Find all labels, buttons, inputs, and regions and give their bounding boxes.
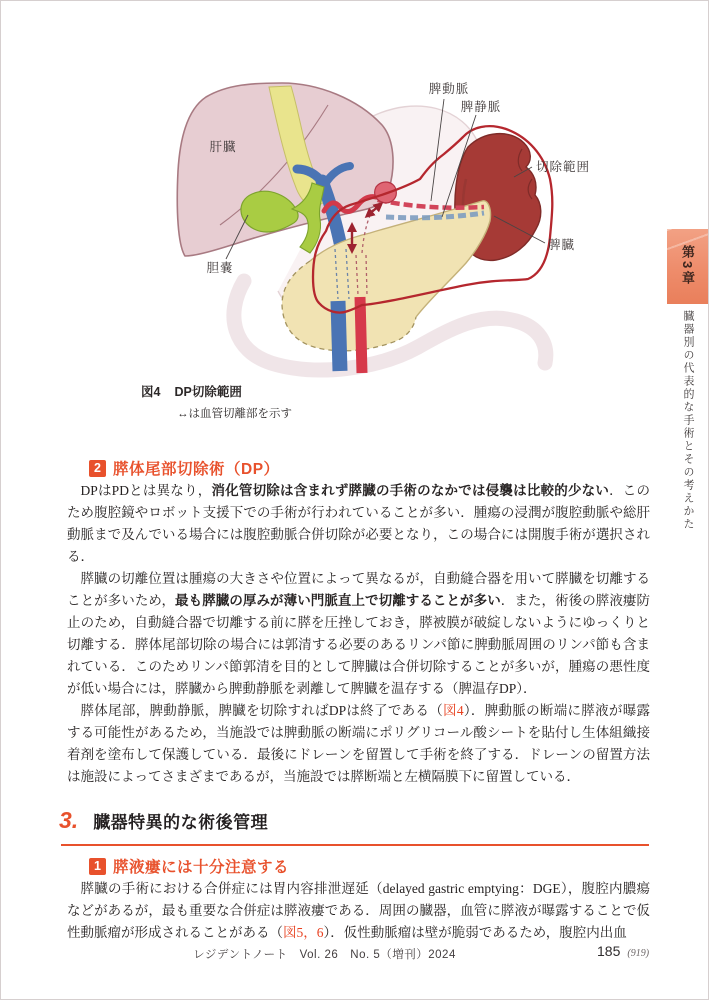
subsection1-title: 膵液瘻には十分注意する — [113, 859, 290, 876]
label-resection-range: 切除範囲 — [536, 160, 591, 174]
paragraph: DPはPDとは異なり，消化管切除は含まれず膵臓の手術のなかでは侵襲は比較的少ない．このため腹腔鏡やロボット支援下での手術が行われていることが多い．腫瘍の浸潤が腹腔動脈や総肝動脈まで及んでいる場合には腹腔動脈合併切除が必要となり，この場合には開腹手術が選択される． — [67, 483, 651, 564]
label-splenic-artery: 脾動脈 — [428, 82, 470, 96]
paragraph: 膵臓の手術における合併症には胃内容排泄遅延（delayed gastric emptying：DGE），腹腔内膿瘍などがあるが，最も重要な合併症は膵液瘻である．周囲の臓器，血管に膵液が曝露することで仮性動脈瘤が形成されることがある（図5，6）．仮性動脈瘤は壁が脆弱であるため，腹腔内出血 — [67, 881, 650, 940]
section3-number: 3. — [59, 807, 79, 833]
chapter-tab — [667, 229, 708, 304]
label-gallbladder: 胆嚢 — [206, 261, 234, 275]
label-liver: 肝臓 — [209, 140, 237, 154]
footer-journal-info: レジデントノート Vol. 26 No. 5（増刊）2024 — [193, 949, 456, 961]
footer-page-number — [597, 943, 649, 959]
page-number: 185 — [597, 943, 621, 959]
label-splenic-vein: 脾静脈 — [460, 100, 502, 114]
section2-number-badge: 2 — [89, 460, 106, 477]
subsection1-number-badge: 1 — [89, 858, 106, 875]
label-spleen: 脾臓 — [548, 238, 576, 252]
section3-rule — [61, 844, 649, 846]
section2-heading — [89, 457, 280, 479]
figure-caption-title: DP切除範囲 — [174, 385, 242, 399]
artery-stump-knot — [375, 182, 397, 203]
section2-body — [67, 480, 650, 788]
section2-title: 膵体尾部切除術（DP） — [113, 461, 280, 478]
subsection1-heading — [89, 855, 289, 877]
figure-caption-note: ↔は血管切離部を示す — [177, 408, 292, 420]
page-number-cumulative: (919) — [627, 948, 650, 959]
chapter-title-vertical: 臓器別の代表的な手術とその考えかた — [682, 310, 694, 531]
figure-caption-label: 図4 — [141, 385, 161, 399]
paragraph: 膵臓の切離位置は腫瘍の大きさや位置によって異なるが，自動縫合器を用いて膵臓を切離することが多いため，最も膵臓の厚みが薄い門脈直上で切離することが多い．また，術後の膵液瘻防止のため，自動縫合器で切離する前に膵を圧挫しておき，膵被膜が破綻しないようにゆっくりと切離する．膵体尾部切除の場合には郭清する必要のあるリンパ節に脾動脈周囲のリンパ節も含まれている．このためリンパ節郭清を目的として脾臓は合併切除することが多いが，腫瘍の悪性度が低い場合には，膵臓から脾動静脈を剥離して脾臓を温存する（脾温存DP）． — [67, 571, 651, 696]
dp-resection-diagram — [86, 59, 646, 389]
chapter-tab-label: 第3章 — [680, 245, 695, 288]
subsection1-body — [67, 878, 650, 944]
figure-caption — [141, 382, 292, 421]
sma-artery — [360, 297, 362, 373]
paragraph: 膵体尾部，脾動静脈，脾臓を切除すればDPは終了である（図4）．脾動脈の断端に膵液が曝露する可能性があるため，当施設では脾動脈の断端にポリグリコール酸シートを貼付し生体組織接着剤を塗布して保護している．最後にドレーンを留置して手術を終了する．ドレーンの留置方法は施設によってさまざまであるが，当施設では膵断端と左横隔膜下に留置している． — [67, 703, 651, 784]
section3-title: 臓器特異的な術後管理 — [93, 813, 269, 832]
section3-heading — [59, 807, 268, 834]
